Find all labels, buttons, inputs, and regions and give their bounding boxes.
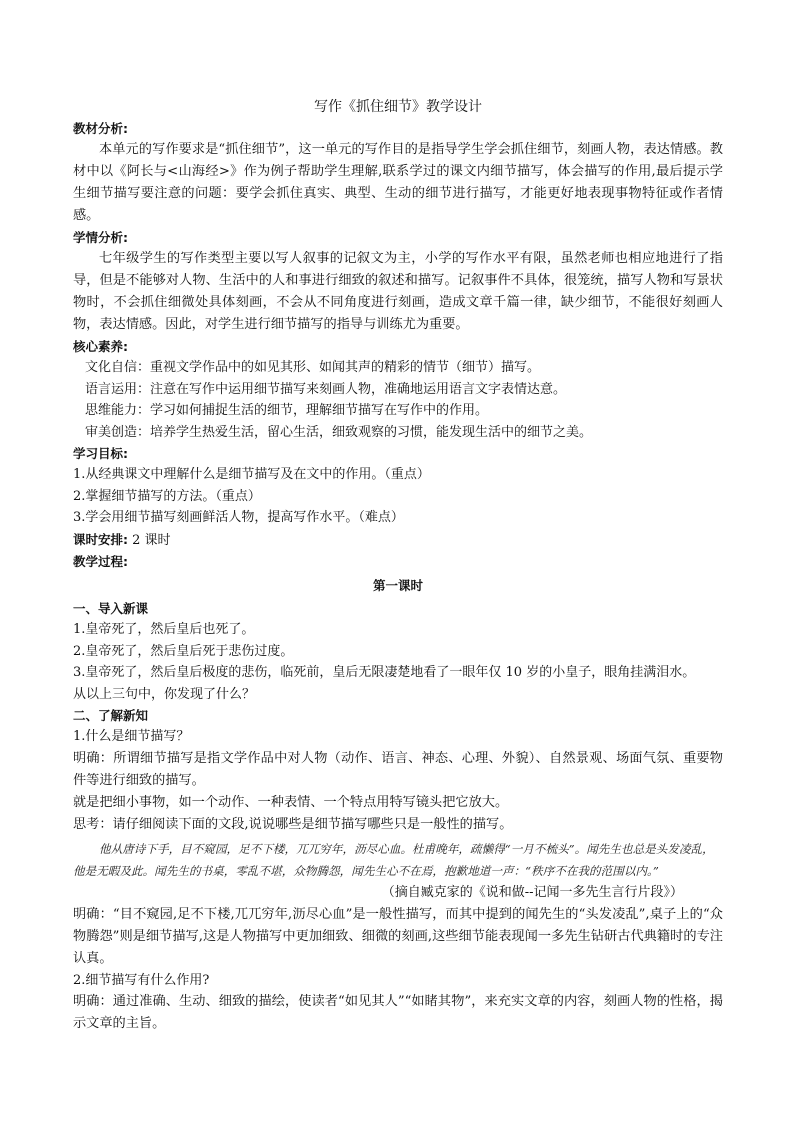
lesson-one-title: 第一课时 bbox=[372, 578, 423, 593]
question-what-is-detail: 1.什么是细节描写？ bbox=[73, 729, 190, 744]
core-item-aesthetic: 审美创造：培养学生热爱生活，留心生活，细致观察的习惯，能发现生活中的细节之美。 bbox=[85, 424, 593, 440]
teaching-process-heading: 教学过程: bbox=[73, 554, 128, 569]
answer-purpose: 明确：通过准确、生动、细致的描绘，使读者“如见其人”“如睹其物”，来充实文章的内容，刻画人物的性格，揭示文章的主旨。 bbox=[73, 994, 723, 1031]
answer-analysis: 明确：“目不窥园,足不下楼,兀兀穷年,沥尽心血”是一般性描写，而其中提到的闻先生的“头发凌乱”,桌子上的“众物腾怨”则是细节描写,这是人物描写中更加细致、细微的刻画,这些细节能表现闻一多先生钻研古代典籍时的专注认真。 bbox=[73, 906, 723, 966]
core-literacy-heading: 核心素养: bbox=[73, 339, 128, 354]
schedule-line bbox=[73, 529, 723, 552]
goal-item-2: 2.掌握细节描写的方法。（重点） bbox=[73, 488, 261, 504]
core-item-thinking: 思维能力：学习如何捕捉生活的细节，理解细节描写在写作中的作用。 bbox=[85, 403, 489, 418]
student-analysis-body: 七年级学生的写作类型主要以写人叙事的记叙文为主，小学的写作水平有限，虽然老师也相应地进行了指导，但是不能够对人物、生活中的人和事进行细致的叙述和描写。记叙事件不具体，很笼统，描写人物和写景状物时，不会抓住细微处具体刻画，不会从不同角度进行刻画，造成文章千篇一律，缺少细节，不能很好刻画人物，表达情感。因此，对学生进行细节描写的指导与训练尤为重要。 bbox=[73, 251, 723, 332]
schedule-value: 2 课时 bbox=[132, 532, 171, 548]
textbook-analysis-body: 本单元的写作要求是“抓住细节”，这一单元的写作目的是指导学生学会抓住细节，刻画人物，表达情感。教材中以《阿长与<山海经>》作为例子帮助学生理解,联系学过的课文内细节描写，体会描写的作用,最后提示学生细节描写要注意的问题：要学会抓住真实、典型、生动的细节进行描写，才能更好地表现事物特征或作者情感。 bbox=[73, 142, 723, 223]
answer-definition: 明确：所谓细节描写是指文学作品中对人物（动作、语言、神态、心理、外貌）、自然景观、场面气氛、重要物件等进行细致的描写。 bbox=[73, 750, 723, 788]
core-item-culture: 文化自信：重视文学作品中的如见其形、如闻其声的精彩的情节（细节）描写。 bbox=[85, 360, 541, 375]
goal-item-1: 1.从经典课文中理解什么是细节描写及在文中的作用。（重点） bbox=[73, 467, 430, 482]
document-page bbox=[73, 96, 723, 1035]
quoted-passage: 他从唐诗下手，目不窥园，足不下楼，兀兀穷年，沥尽心血。杜甫晚年，疏懒得“一月不梳头”。闻先生也总是头发凌乱，他是无暇及此。闻先生的书桌，零乱不堪，众物腾怨，闻先生心不在焉，抱歉地道一声：“秩序不在我的范围以内。” bbox=[73, 841, 714, 878]
quote-source: （摘自臧克家的《说和做--记闻一多先生言行片段》） bbox=[381, 884, 683, 900]
intro-line-3: 3.皇帝死了，然后皇后极度的悲伤，临死前，皇后无限凄楚地看了一眼年仅 10 岁的小皇子，眼角挂满泪水。 bbox=[73, 665, 696, 680]
intro-line-2: 2.皇帝死了，然后皇后死于悲伤过度。 bbox=[73, 643, 294, 659]
intro-line-1: 1.皇帝死了，然后皇后也死了。 bbox=[73, 622, 255, 637]
question-purpose: 2.细节描写有什么作用? bbox=[73, 972, 210, 988]
goal-item-3: 3.学会用细节描写刻画鲜活人物，提高写作水平。（难点） bbox=[73, 510, 404, 525]
answer-explanation: 就是把细小事物，如一个动作、一种表情、一个特点用特写镜头把它放大。 bbox=[73, 794, 509, 810]
document-title: 写作《抓住细节》教学设计 bbox=[314, 99, 482, 115]
core-item-language: 语言运用：注意在写作中运用细节描写来刻画人物，准确地运用语言文字表情达意。 bbox=[85, 381, 567, 397]
intro-heading: 一、导入新课 bbox=[73, 601, 149, 616]
think-prompt: 思考：请仔细阅读下面的文段,说说哪些是细节描写哪些只是一般性的描写。 bbox=[73, 816, 513, 832]
new-knowledge-heading: 二、了解新知 bbox=[73, 708, 149, 723]
learning-goals-heading: 学习目标: bbox=[73, 446, 128, 461]
schedule-heading: 课时安排: bbox=[73, 531, 128, 547]
student-analysis-heading: 学情分析: bbox=[73, 230, 128, 245]
intro-question: 从以上三句中，你发现了什么？ bbox=[73, 686, 256, 702]
textbook-analysis-heading: 教材分析: bbox=[73, 121, 128, 136]
